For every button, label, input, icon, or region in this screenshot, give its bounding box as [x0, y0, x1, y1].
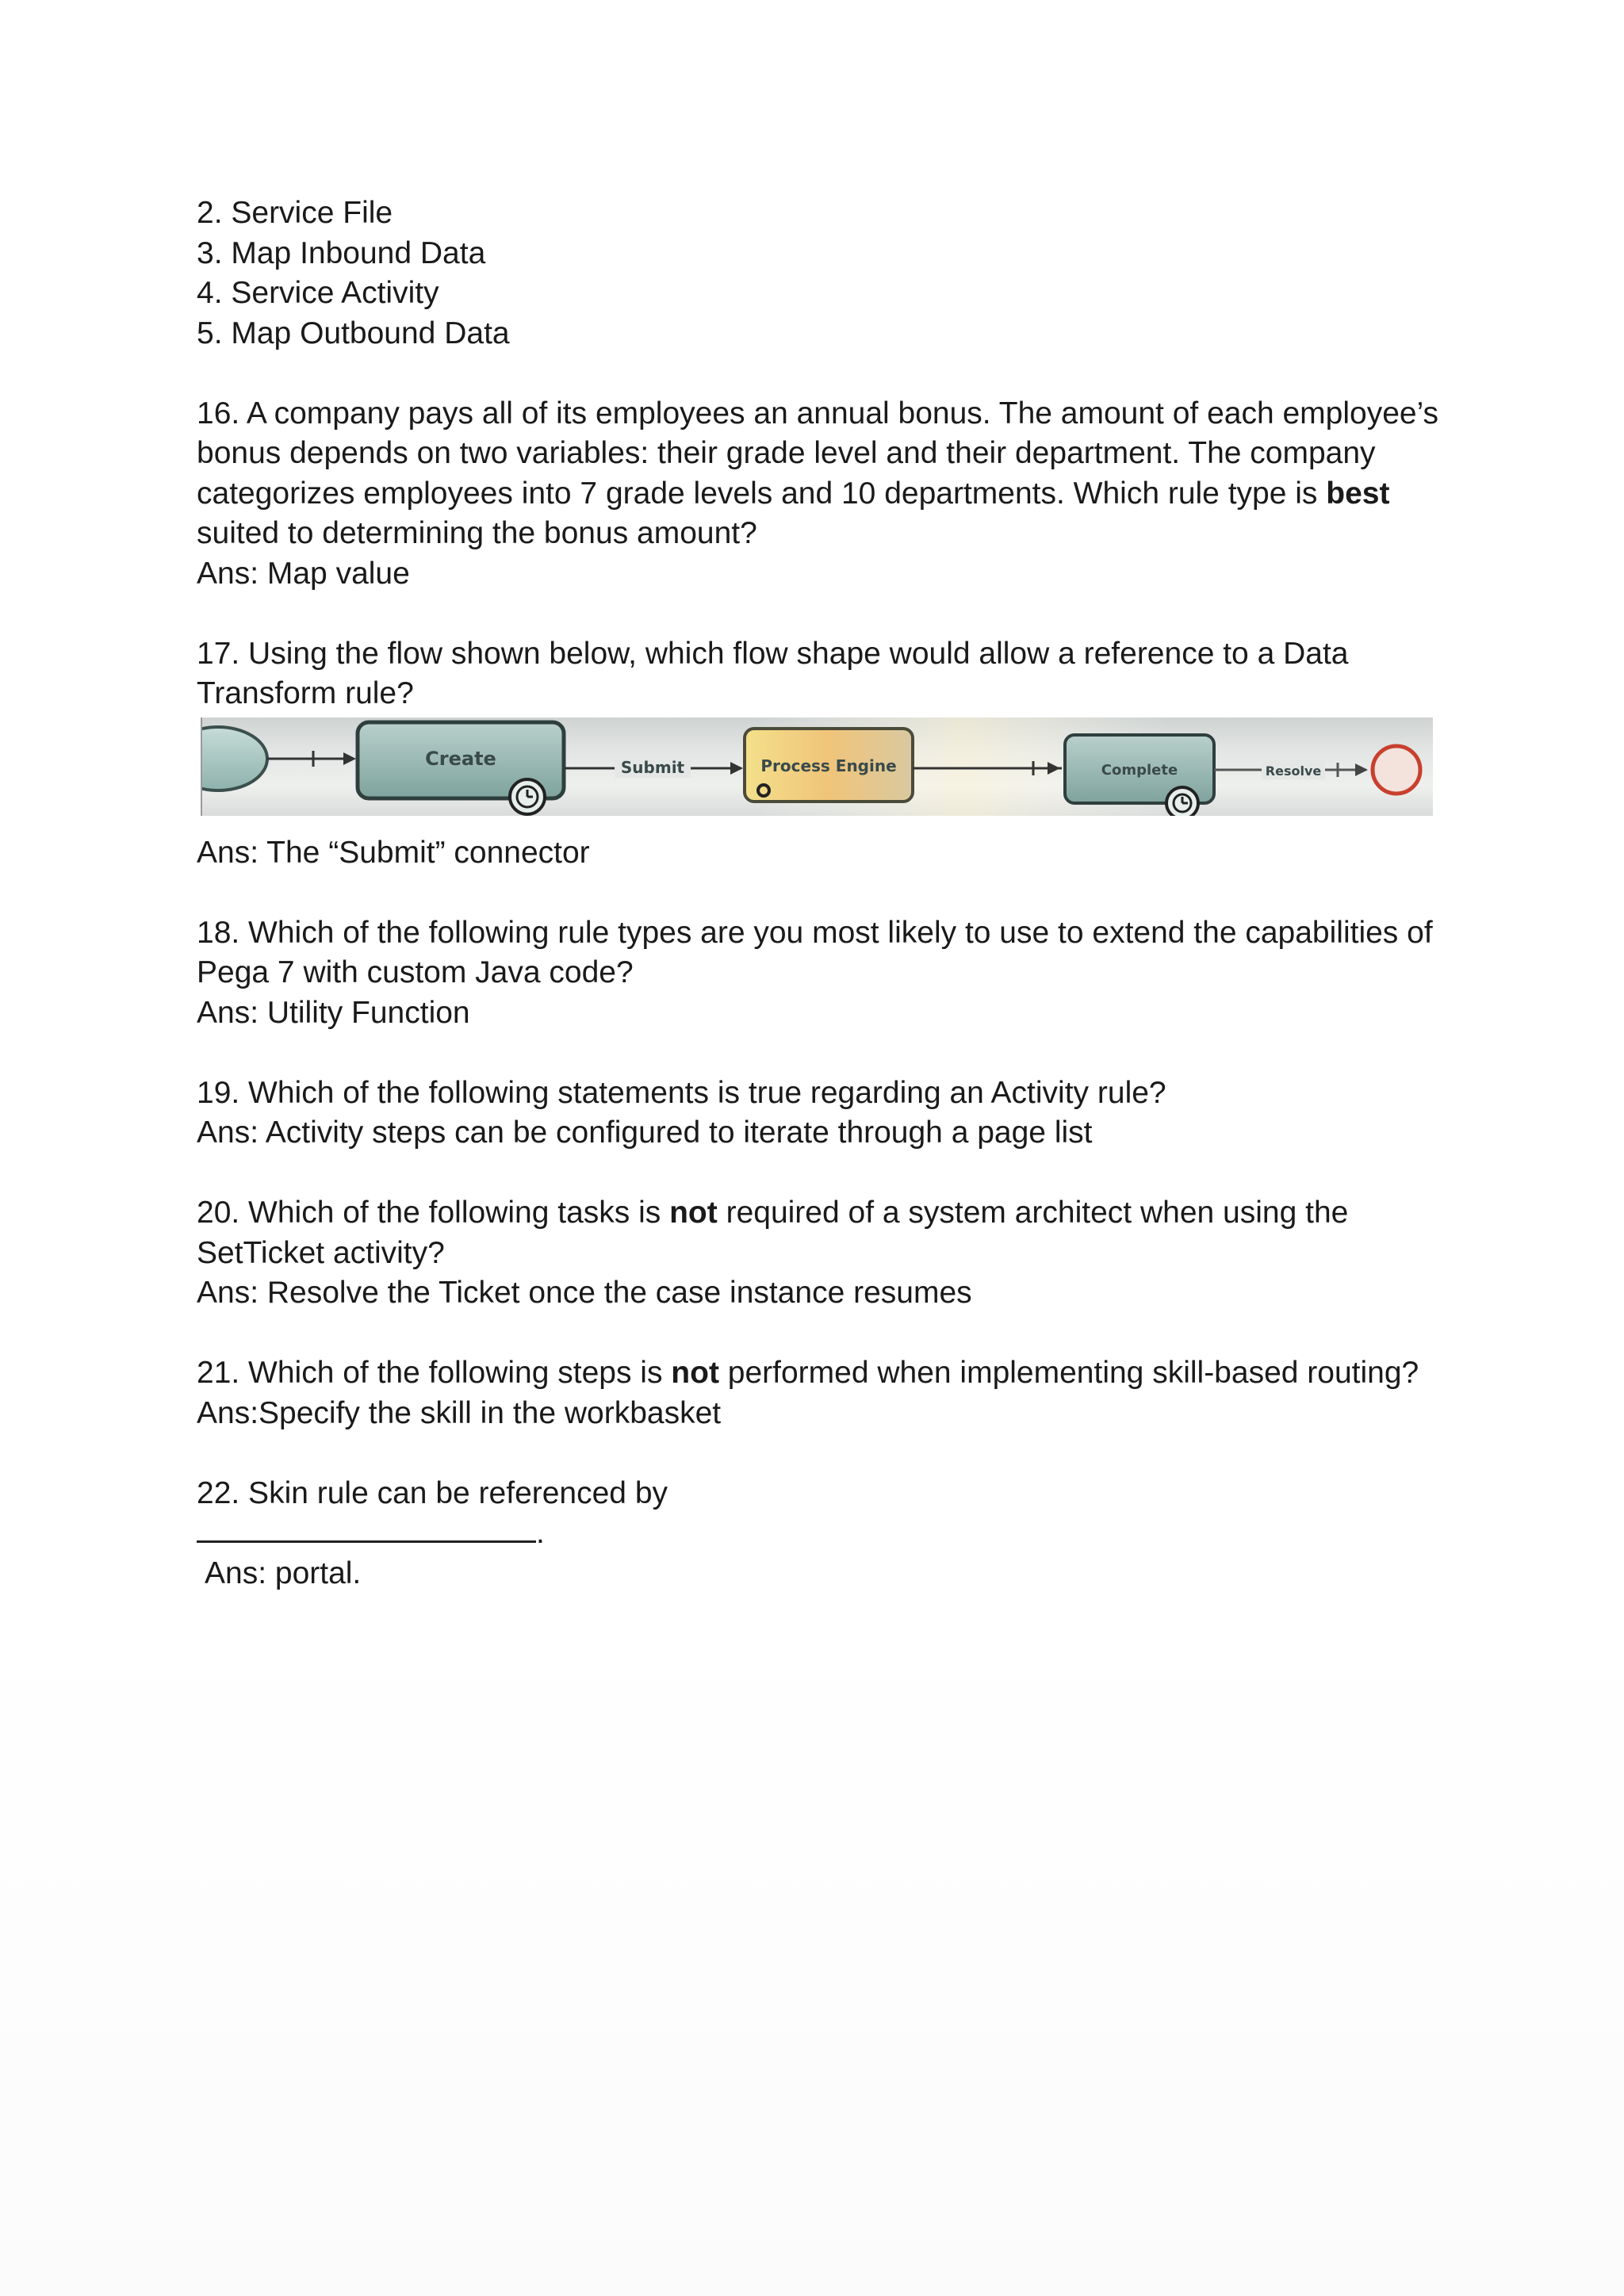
answer-text: Ans: portal. — [205, 1556, 362, 1590]
list-item: 2. Service File — [197, 196, 393, 230]
question-text-line: Transform rule? — [197, 676, 414, 710]
question-22 — [197, 1474, 1434, 1594]
answer-text: Ans:Specify the skill in the workbasket — [197, 1395, 722, 1430]
create-label: Create — [425, 747, 496, 770]
process-engine-label: Process Engine — [760, 756, 897, 775]
question-text-line — [197, 1193, 1434, 1234]
question-text-line — [197, 1353, 1434, 1394]
question-text-segment: performed when implementing skill-based routing? — [718, 1356, 1419, 1390]
answer-text: Ans: Resolve the Ticket once the case instance resumes — [197, 1276, 972, 1310]
question-text-segment: 20. Which of the following tasks is — [197, 1196, 670, 1230]
question-text-line: SetTicket activity? — [197, 1235, 445, 1270]
submit-label: Submit — [620, 757, 685, 777]
question-text-line — [197, 474, 1434, 515]
question-text-segment: categorizes employees into 7 grade levels and 10 departments. Which rule type is — [197, 476, 1327, 511]
end-shape — [1373, 746, 1420, 794]
list-item: 4. Service Activity — [197, 276, 439, 310]
complete-label: Complete — [1101, 761, 1178, 779]
question-17 — [197, 634, 1434, 874]
question-text-line: 17. Using the flow shown below, which flow shape would allow a reference to a Data — [197, 636, 1349, 671]
question-16 — [197, 394, 1439, 595]
blank-underline — [197, 1513, 536, 1543]
answer-text: Ans: Activity steps can be configured to iterate through a page list — [197, 1115, 1093, 1150]
question-text-segment: 21. Which of the following steps is — [197, 1356, 672, 1390]
continuation-list — [197, 193, 1434, 354]
start-shape — [202, 727, 267, 790]
create-shape — [358, 722, 564, 814]
question-text-line: 16. A company pays all of its employees an annual bonus. The amount of each employee’s — [197, 396, 1439, 430]
list-item: 5. Map Outbound Data — [197, 316, 510, 350]
resolve-connector — [1214, 760, 1368, 779]
question-text-line: 22. Skin rule can be referenced by — [197, 1475, 668, 1510]
blank-suffix: . — [536, 1516, 545, 1550]
clock-icon — [510, 779, 545, 814]
emphasis-text: not — [669, 1196, 718, 1230]
fill-in-blank-line — [197, 1513, 1434, 1554]
question-18 — [197, 913, 1434, 1034]
clock-icon — [1166, 787, 1198, 816]
process-engine-shape — [745, 729, 913, 802]
complete-shape — [1065, 735, 1214, 816]
question-text-line: Pega 7 with custom Java code? — [197, 955, 634, 989]
answer-text: Ans: The “Submit” connector — [197, 835, 590, 870]
flow-diagram — [202, 718, 1433, 816]
resolve-label: Resolve — [1265, 763, 1322, 779]
list-item: 3. Map Inbound Data — [197, 235, 486, 270]
question-text-line: suited to determining the bonus amount? — [197, 516, 757, 550]
answer-text: Ans: Utility Function — [197, 995, 470, 1030]
emphasis-text: not — [671, 1356, 719, 1390]
submit-connector — [564, 754, 743, 778]
question-text-line: bonus depends on two variables: their grade level and their department. The company — [197, 436, 1376, 470]
question-21 — [197, 1353, 1434, 1433]
question-19 — [197, 1073, 1434, 1154]
document-content — [197, 193, 1439, 1634]
answer-text: Ans: Map value — [197, 556, 410, 591]
question-20 — [197, 1193, 1434, 1314]
emphasis-text: best — [1326, 476, 1390, 511]
question-text-line: 18. Which of the following rule types are you most likely to use to extend the capabilities of — [197, 915, 1433, 950]
flow-diagram-image — [201, 718, 1433, 816]
connector-start-create — [267, 751, 356, 767]
question-text-line: 19. Which of the following statements is true regarding an Activity rule? — [197, 1075, 1166, 1110]
question-text-segment: required of a system architect when using the — [717, 1196, 1349, 1230]
